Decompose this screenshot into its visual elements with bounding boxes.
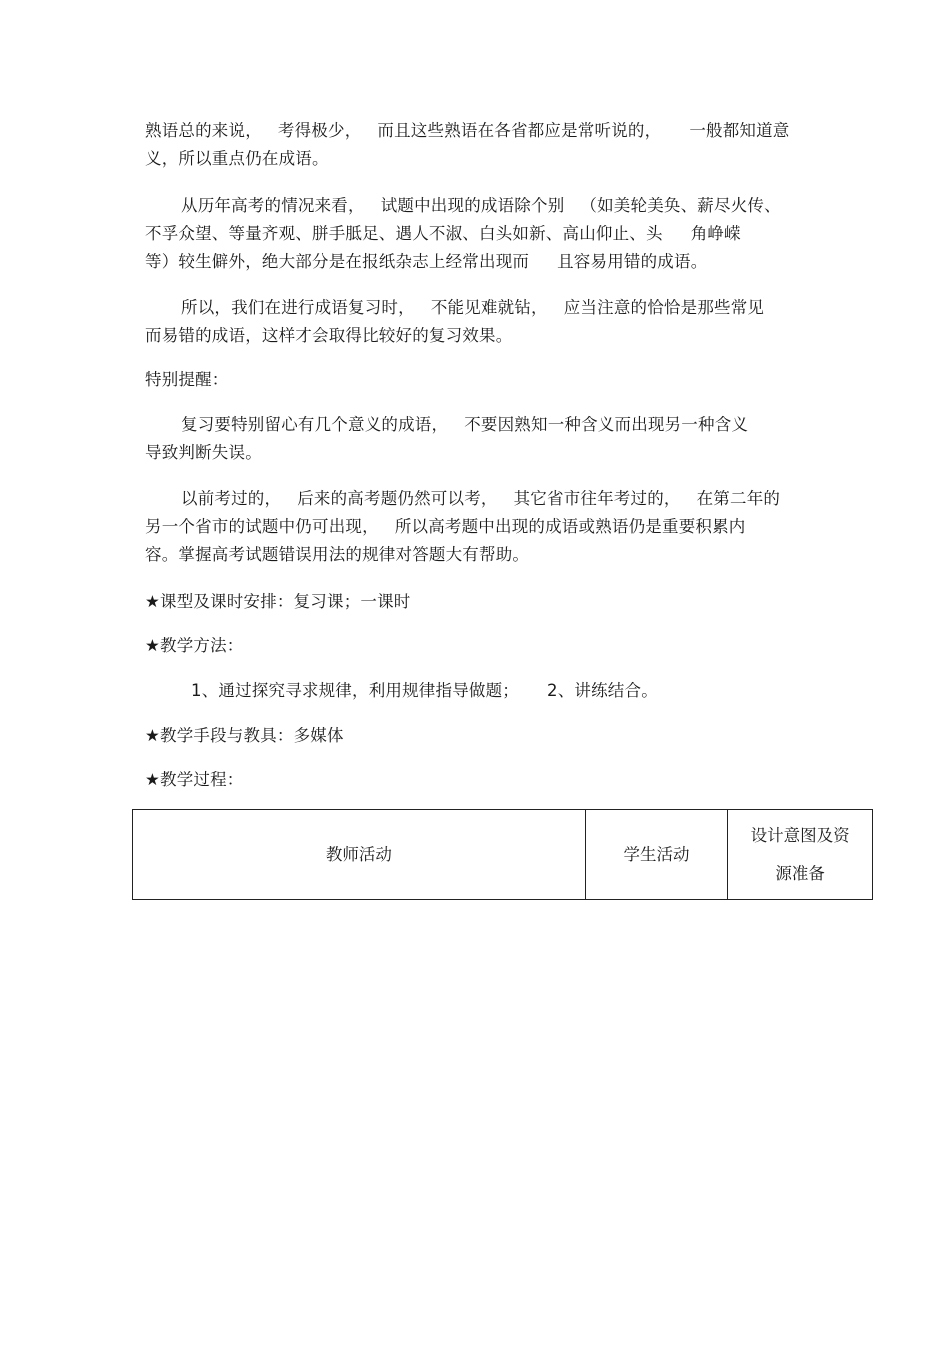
header-teacher-activity: 教师活动 bbox=[133, 810, 586, 900]
lesson-type-line: ★课型及课时安排：复习课；一课时 bbox=[145, 592, 411, 611]
header-design-intent: 设计意图及资 源准备 bbox=[728, 810, 873, 900]
teaching-method-heading: ★教学方法： bbox=[145, 636, 244, 655]
table-header-row bbox=[133, 810, 873, 900]
special-reminder-heading: 特别提醒： bbox=[145, 370, 229, 389]
paragraph-idioms-intro: 熟语总的来说， 考得极少， 而且这些熟语在各省都应是常听说的， 一般都知道意 义，所以重点仍在成语。 bbox=[145, 121, 790, 168]
teaching-process-heading: ★教学过程： bbox=[145, 770, 244, 789]
paragraph-reminder-past-exams: 以前考过的， 后来的高考题仍然可以考， 其它省市往年考过的， 在第二年的 另一个省市的试题中仍可出现， 所以高考题中出现的成语或熟语仍是重要积累内 容。掌握高考试题错误用法的规律对答题大有帮助。 bbox=[145, 489, 781, 564]
teaching-method-list: 1、通过探究寻求规律，利用规律指导做题； 2、讲练结合。 bbox=[191, 681, 658, 700]
teaching-process-table bbox=[132, 809, 873, 900]
paragraph-reminder-meaning: 复习要特别留心有几个意义的成语， 不要因熟知一种含义而出现另一种含义 导致判断失误。 bbox=[145, 415, 749, 462]
paragraph-review-method: 所以，我们在进行成语复习时， 不能见难就钻， 应当注意的恰恰是那些常见 而易错的成语，这样才会取得比较好的复习效果。 bbox=[145, 298, 765, 345]
paragraph-history: 从历年高考的情况来看， 试题中出现的成语除个别 （如美轮美奂、薪尽火传、 不孚众望、等量齐观、胼手胝足、遇人不淑、白头如新、高山仰止、头 角峥嵘 等）较生僻外，绝大部分是在报纸杂志上经常出现而 且容易用错的成语。 bbox=[145, 196, 781, 271]
teaching-tools-line: ★教学手段与教具：多媒体 bbox=[145, 726, 344, 745]
header-student-activity: 学生活动 bbox=[585, 810, 728, 900]
